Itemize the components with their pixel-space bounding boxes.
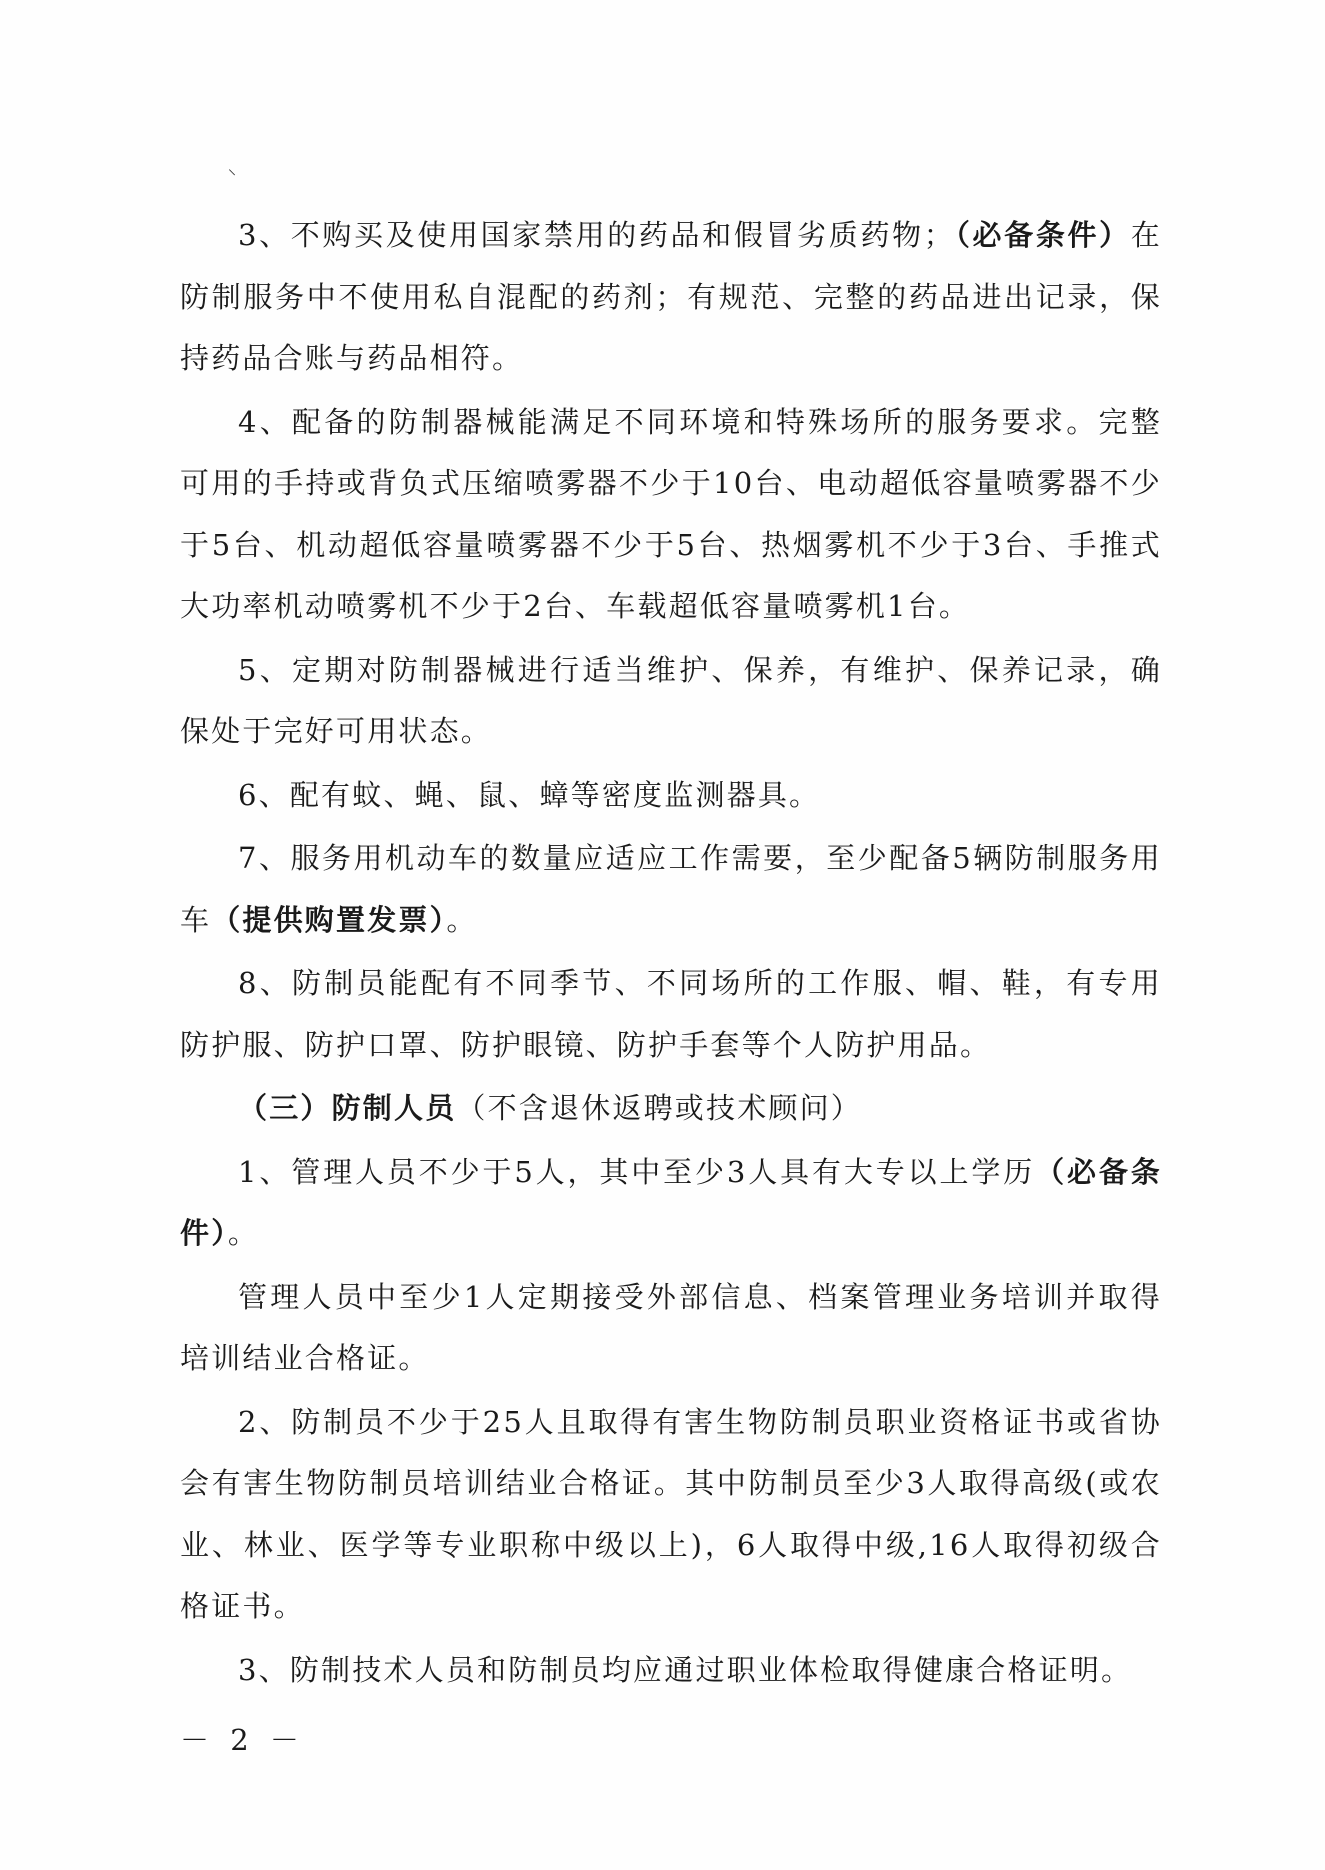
- section-heading-note: （不含退休返聘或技术顾问）: [456, 1091, 863, 1125]
- invoice-note: （提供购置发票）: [211, 902, 447, 937]
- paragraph-item-7: [180, 828, 1162, 951]
- paragraph-item-3: [180, 205, 1162, 390]
- paragraph-item-8: [180, 953, 1162, 1076]
- paragraph-text: 7、服务用机动车的数量应适应工作需要，至少配备5辆防制服务用车: [180, 841, 1162, 937]
- paragraph-text: 。: [227, 1216, 260, 1250]
- page-number: － 2 －: [180, 1723, 305, 1757]
- required-condition-note: （必备条件）: [954, 218, 1131, 252]
- paragraph-text: 4、配备的防制器械能满足不同环境和特殊场所的服务要求。完整可用的手持或背负式压缩喷雾器不少于10台、电动超低容量喷雾器不少于5台、机动超低容量喷雾器不少于5台、热烟雾机不少于3台、手推式大功率机动喷雾机不少于2台、车载超低容量喷雾机1台。: [180, 404, 1162, 623]
- paragraph-text: 8、防制员能配有不同季节、不同场所的工作服、帽、鞋，有专用防护服、防护口罩、防护眼镜、防护手套等个人防护用品。: [180, 966, 1162, 1062]
- paragraph-personnel-1: [180, 1142, 1162, 1265]
- paragraph-item-6: [180, 765, 1162, 827]
- section-heading-personnel: [180, 1078, 1162, 1140]
- paragraph-text: 。: [446, 902, 478, 937]
- paragraph-text: 3、防制技术人员和防制员均应通过职业体检取得健康合格证明。: [238, 1652, 1133, 1687]
- paragraph-text: 5、定期对防制器械进行适当维护、保养，有维护、保养记录，确保处于完好可用状态。: [180, 652, 1162, 748]
- paragraph-item-4: [180, 392, 1162, 638]
- paragraph-personnel-3: [180, 1640, 1162, 1702]
- document-body: [180, 205, 1162, 1701]
- paragraph-personnel-2: [180, 1392, 1162, 1638]
- scan-speck-mark: ⸜: [228, 159, 237, 178]
- paragraph-text: 3、不购买及使用国家禁用的药品和假冒劣质药物；: [238, 218, 955, 252]
- paragraph-text: 6、配有蚊、蝇、鼠、蟑等密度监测器具。: [238, 777, 821, 812]
- paragraph-text: 在防制服务中不使用私自混配的药剂；有规范、完整的药品进出记录，保持药品合账与药品相符。: [180, 218, 1162, 375]
- paragraph-item-5: [180, 640, 1162, 763]
- paragraph-text: 2、防制员不少于25人且取得有害生物防制员职业资格证书或省协会有害生物防制员培训结业合格证。其中防制员至少3人取得高级(或农业、林业、医学等专业职称中级以上)，6人取得中级,16人取得初级合格证书。: [180, 1404, 1162, 1623]
- paragraph-manager-training: [180, 1267, 1162, 1390]
- required-condition-note: （必备条件）: [180, 1154, 1162, 1250]
- section-heading-title: （三）防制人员: [238, 1091, 457, 1125]
- paragraph-text: 1、管理人员不少于5人，其中至少3人具有大专以上学历: [238, 1154, 1036, 1189]
- paragraph-text: 管理人员中至少1人定期接受外部信息、档案管理业务培训并取得培训结业合格证。: [180, 1279, 1162, 1375]
